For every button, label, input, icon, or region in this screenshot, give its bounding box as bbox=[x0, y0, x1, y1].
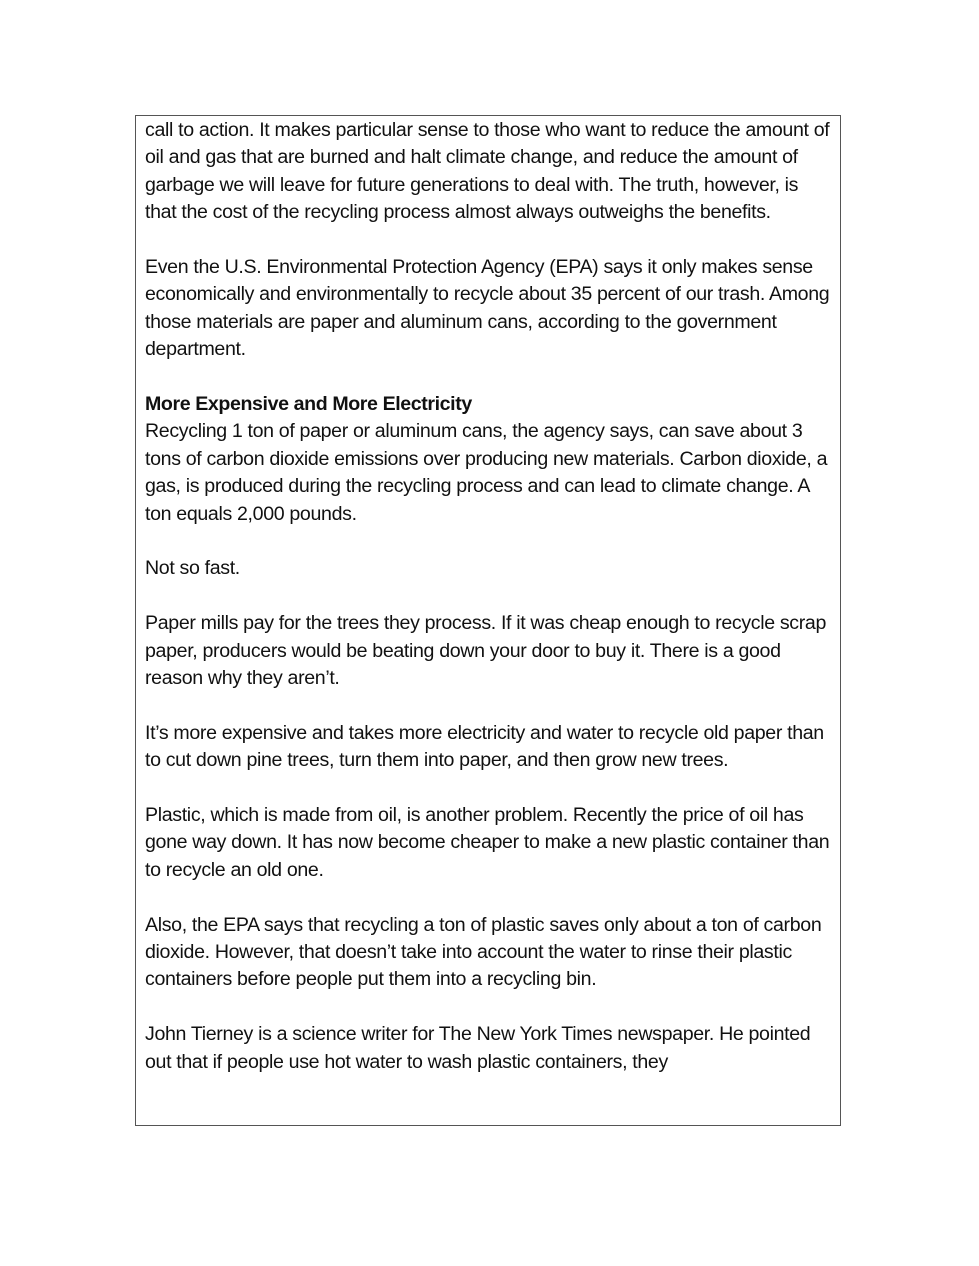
paragraph-more-expensive: It’s more expensive and takes more electricity and water to recycle old paper than to cut down pine trees, turn them into paper, and then grow new trees. bbox=[145, 721, 824, 772]
paragraph-plastic: Plastic, which is made from oil, is another problem. Recently the price of oil has gone way down. It has now become cheaper to make a new plastic container than to recycle an old one. bbox=[145, 804, 830, 881]
paragraph-not-so-fast: Not so fast. bbox=[145, 557, 240, 580]
paragraph-call-to-action: call to action. It makes particular sense to those who want to reduce the amount of oil and gas that are burned and halt climate change, and reduce the amount of garbage we will leave for future generations to deal with. The truth, however, is that the cost of the recycling process almost always outweighs the benefits. bbox=[145, 119, 830, 224]
section-heading: More Expensive and More Electricity bbox=[145, 393, 472, 416]
paragraph-recycling-ton: Recycling 1 ton of paper or aluminum cans, the agency says, can save about 3 tons of carbon dioxide emissions over producing new materials. Carbon dioxide, a gas, is produced during the recycling process and can lead to climate change. A ton equals 2,000 pounds. bbox=[145, 420, 828, 525]
paragraph-john-tierney: John Tierney is a science writer for The New York Times newspaper. He pointed out that if people use hot water to wash plastic containers, they bbox=[145, 1023, 811, 1073]
paragraph-epa: Even the U.S. Environmental Protection Agency (EPA) says it only makes sense economically and environmentally to recycle about 35 percent of our trash. Among those materials are paper and aluminum cans, according to the government department. bbox=[145, 256, 830, 361]
article-text-box bbox=[135, 115, 841, 1126]
paragraph-paper-mills: Paper mills pay for the trees they process. If it was cheap enough to recycle scrap paper, producers would be beating down your door to buy it. There is a good reason why they aren’t. bbox=[145, 612, 827, 690]
paragraph-epa-plastic: Also, the EPA says that recycling a ton of plastic saves only about a ton of carbon dioxide. However, that doesn’t take into account the water to rinse their plastic containers before people put them into a recycling bin. bbox=[145, 913, 822, 991]
